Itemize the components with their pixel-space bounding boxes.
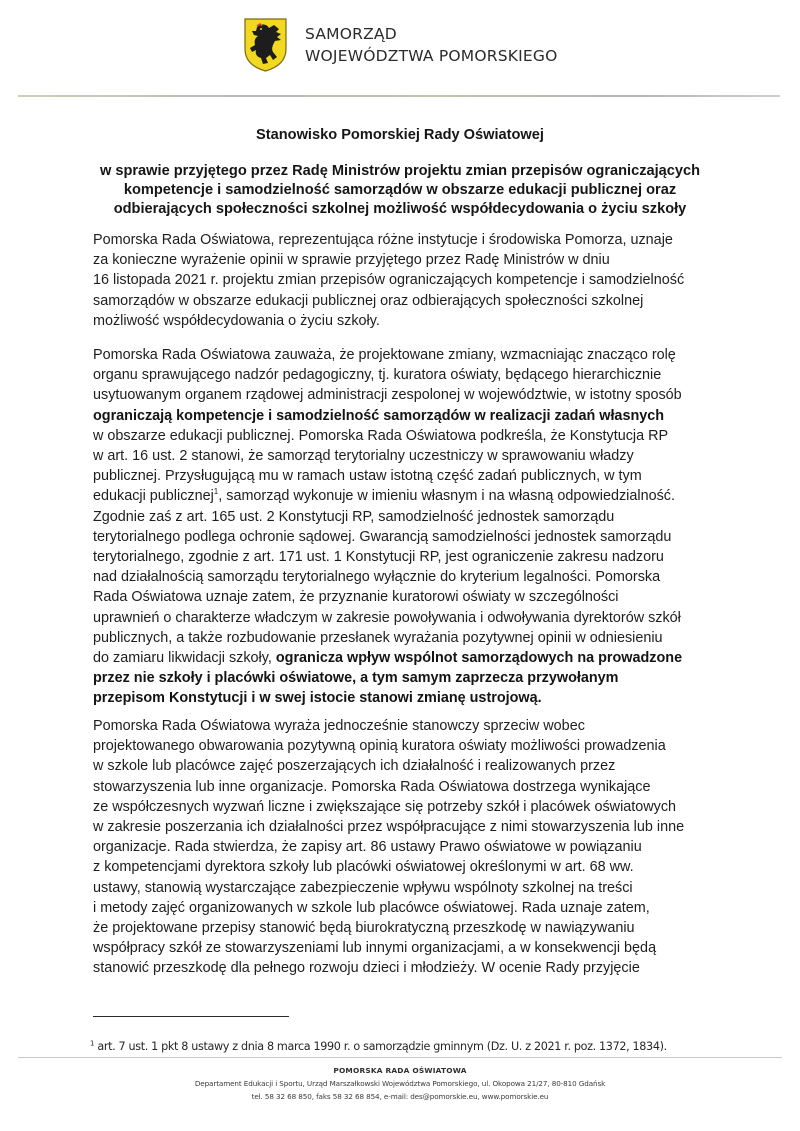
footnote-text: art. 7 ust. 1 pkt 8 ustawy z dnia 8 marca 1990 r. o samorządzie gminnym (Dz. U. z 2021 r. poz. 1372, 1834). <box>94 1040 667 1053</box>
footnote-marker: 1 <box>90 1039 95 1048</box>
bold-emphasis: przez nie szkoły i placówki oświatowe, a tym samym zaprzecza przywołanym <box>93 670 619 687</box>
text-line: z kompetencjami dyrektora szkoły lub placówki oświatowej określonymi w art. 68 ww. <box>93 859 634 876</box>
paragraph-1 <box>93 230 713 331</box>
footnote <box>90 1040 667 1053</box>
text-line-bold <box>93 406 713 426</box>
text-line: organu sprawującego nadzór pedagogiczny, tj. kuratora oświaty, będącego hierarchicznie <box>93 367 662 384</box>
organization-name <box>305 23 558 67</box>
header-divider <box>18 95 780 97</box>
text-line: terytorialnego, zgodnie z art. 171 ust. 1 Konstytucji RP, jest ograniczenie zakresu nadzoru <box>93 549 664 566</box>
subtitle-line: w sprawie przyjętego przez Radę Ministrów projektu zmian przepisów ograniczających <box>99 163 701 179</box>
letterhead <box>0 0 800 96</box>
text-line: samorządów w obszarze edukacji publicznej oraz odbierających społeczności szkolnej <box>93 292 644 309</box>
griffin-coat-of-arms-icon <box>243 17 288 72</box>
text-line: ze współczesnych wyzwań liczne i zwiększające się potrzeby szkół i placówek oświatowych <box>93 798 677 815</box>
text-line: Pomorska Rada Oświatowa, reprezentująca różne instytucje i środowiska Pomorza, uznaje <box>93 232 673 248</box>
subtitle-line: odbierających społeczności szkolnej możliwość współdecydowania o życiu szkoły <box>113 201 687 217</box>
text-line: Pomorska Rada Oświatowa wyraża jednocześnie stanowczy sprzeciw wobec <box>93 718 585 734</box>
text-fragment: edukacji publicznej <box>93 488 214 505</box>
subtitle-line: kompetencje i samodzielność samorządów w obszarze edukacji publicznej oraz <box>123 182 677 198</box>
text-line: możliwość współdecydowania o życiu szkoły. <box>93 312 380 329</box>
text-line: publicznej. Przysługującą mu w ramach ustaw istotną część zadań publicznych, w tym <box>93 468 642 485</box>
text-line: stanowić przeszkodę dla pełnego rozwoju dzieci i młodzieży. W ocenie Rady przyjęcie <box>93 960 640 977</box>
text-line: w zakresie poszerzania ich działalności przez współpracujące z nimi stowarzyszenia lub inne <box>93 819 685 836</box>
text-line: w art. 16 ust. 2 stanowi, że samorząd terytorialny uczestniczy w sprawowaniu władzy <box>93 448 634 465</box>
bold-emphasis: ogranicza wpływ wspólnot samorządowych na prowadzone <box>275 650 683 667</box>
text-line-bold <box>93 688 713 708</box>
text-fragment: do zamiaru likwidacji szkoły, <box>93 650 276 667</box>
text-line: stowarzyszenia lub inne organizacje. Pomorska Rada Oświatowa dostrzega wynikające <box>93 778 651 795</box>
text-line: nad działalnością samorządu terytorialnego wyłącznie do kryterium legalności. Pomorska <box>93 569 661 586</box>
footer-divider <box>18 1057 782 1058</box>
text-line: usytuowanym organem rządowej administracji zespolonej w województwie, w istotny sposób <box>93 387 682 404</box>
paragraph-2 <box>93 345 713 709</box>
bold-emphasis: ograniczają kompetencje i samodzielność samorządów w realizacji zadań własnych <box>93 407 665 424</box>
document-title: Stanowisko Pomorskiej Rady Oświatowej <box>256 127 544 143</box>
text-line: Zgodnie zaś z art. 165 ust. 2 Konstytucji RP, samodzielność jednostek samorządu <box>93 508 615 525</box>
page-footer <box>0 1064 800 1103</box>
text-line: organizacje. Rada stwierdza, że zapisy art. 86 ustawy Prawo oświatowe w powiązaniu <box>93 839 642 856</box>
org-name-line2: WOJEWÓDZTWA POMORSKIEGO <box>305 47 558 65</box>
text-line: ustawy, stanowią wystarczające zabezpieczenie wpływu wspólnoty szkolnej na treści <box>93 879 633 896</box>
text-line <box>93 486 713 506</box>
text-line: za konieczne wyrażenie opinii w sprawie przyjętego przez Radę Ministrów w dniu <box>93 252 610 269</box>
text-line: współpracy szkół ze stowarzyszeniami lub innymi organizacjami, a w konsekwencji będą <box>93 940 657 957</box>
text-line: Rada Oświatowa uznaje zatem, że przyznanie kuratorowi oświaty w szczególności <box>93 589 619 606</box>
footnote-separator <box>93 1016 289 1017</box>
text-line: i metody zajęć organizowanych w szkole lub placówce oświatowej. Rada uznaje zatem, <box>93 899 650 916</box>
footnote-reference[interactable]: 1 <box>213 487 219 497</box>
text-line: terytorialnego podlega ochronie sądowej. Gwarancją samodzielności jednostek samorządu <box>93 528 672 545</box>
org-name-line1: SAMORZĄD <box>305 25 397 43</box>
text-line: uprawnień o charakterze władczym w zakresie powoływania i odwoływania dyrektorów szkół <box>93 609 681 626</box>
document-subtitle <box>90 162 710 219</box>
text-line: w szkole lub placówce zajęć poszerzających ich działalność i realizowanych przez <box>93 758 616 775</box>
text-line: że projektowane przepisy stanowić będą biurokratyczną przeszkodę w nawiązywaniu <box>93 920 635 937</box>
text-line: publicznych, a także rozbudowanie przesłanek wyrażania pozytywnej opinii w odniesieniu <box>93 629 663 646</box>
text-fragment: , samorząd wykonuje w imieniu własnym i na własną odpowiedzialność. <box>218 488 675 505</box>
text-line: 16 listopada 2021 r. projektu zmian przepisów ograniczających kompetencje i samodzielność <box>93 272 685 289</box>
footer-contact: tel. 58 32 68 850, faks 58 32 68 854, e-mail: des@pomorskie.eu, www.pomorskie.eu <box>251 1092 549 1101</box>
text-line: Pomorska Rada Oświatowa zauważa, że projektowane zmiany, wzmacniając znacząco rolę <box>93 347 676 363</box>
text-line-bold <box>93 668 713 688</box>
footer-organization: POMORSKA RADA OŚWIATOWA <box>333 1066 467 1075</box>
text-line <box>93 648 713 668</box>
text-line: w obszarze edukacji publicznej. Pomorska Rada Oświatowa podkreśla, że Konstytucja RP <box>93 427 669 444</box>
text-line: projektowanego obwarowania pozytywną opinią kuratora oświaty możliwości prowadzenia <box>93 738 666 755</box>
footer-address: Departament Edukacji i Sportu, Urząd Marszałkowski Województwa Pomorskiego, ul. Okopowa 21/27, 80-810 Gdańsk <box>194 1079 606 1088</box>
paragraph-3 <box>93 716 713 979</box>
bold-emphasis: przepisom Konstytucji i w swej istocie stanowi zmianę ustrojową. <box>93 690 542 707</box>
